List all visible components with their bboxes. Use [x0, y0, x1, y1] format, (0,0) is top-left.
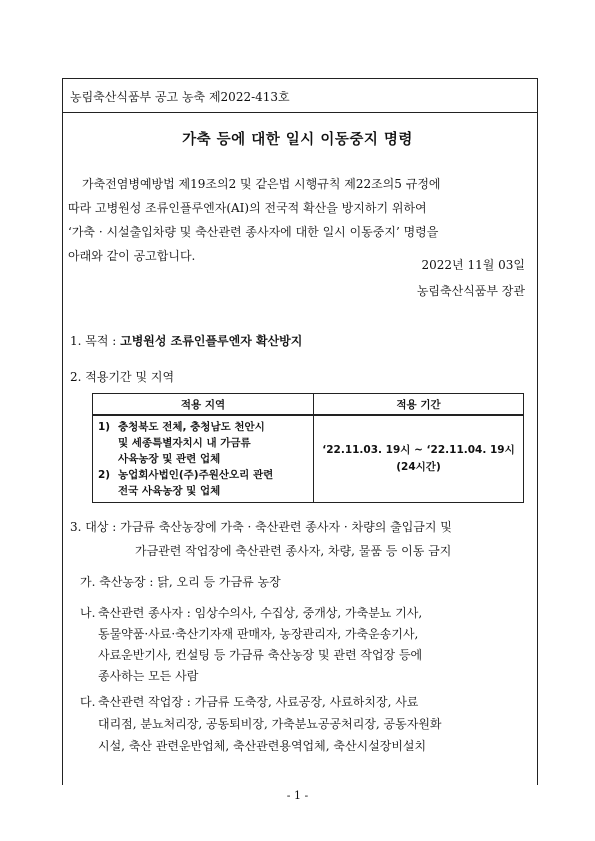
- item-line: 동물약품·사료·축산기자재 판매자, 농장관리자, 가축운송기사,: [98, 627, 419, 641]
- item-livestock-farm: 가. 축산농장 : 닭, 오리 등 가금류 농장: [80, 575, 281, 589]
- region-item-text: [118, 419, 265, 467]
- region-item-text: [118, 467, 273, 499]
- item-line: 축산관련 종사자 : 임상수의사, 수집상, 중개상, 가축분뇨 기사,: [98, 606, 423, 620]
- intro-line: 아래와 같이 공고합니다.: [68, 249, 196, 263]
- section-target-line1: 3. 대상 : 가금류 축산농장에 가축 · 축산관련 종사자 · 차량의 출입금지 및: [70, 520, 452, 534]
- signer: 농림축산식품부 장관: [416, 284, 525, 298]
- item-lead: 나.: [80, 606, 96, 620]
- notice-date: 2022년 11월 03일: [421, 258, 525, 272]
- table-row: [93, 415, 524, 503]
- table-header-period: 적용 기간: [314, 394, 524, 416]
- header-divider: [62, 112, 538, 113]
- region-line: 전국 사육농장 및 업체: [118, 485, 221, 497]
- region-item: [98, 419, 308, 467]
- item-related-workplaces: [80, 691, 528, 757]
- period-duration: (24시간): [396, 461, 441, 473]
- region-line: 충청북도 전체, 충청남도 천안시: [118, 421, 265, 433]
- period-cell: [314, 415, 524, 503]
- page-title: 가축 등에 대한 일시 이동중지 명령: [182, 131, 413, 148]
- item-line: 대리점, 분뇨처리장, 공동퇴비장, 가축분뇨공공처리장, 공동자원화: [98, 717, 442, 731]
- table-header-region: 적용 지역: [93, 394, 314, 416]
- region-item-number: 2): [98, 469, 111, 481]
- section-purpose-value: 고병원성 조류인플루엔자 확산방지: [120, 334, 303, 348]
- section-period-heading: 2. 적용기간 및 지역: [70, 370, 175, 384]
- intro-line: 가축전염병예방법 제19조의2 및 같은법 시행규칙 제22조의5 규정에: [82, 177, 441, 191]
- table-header-row: [93, 394, 524, 416]
- intro-line: ‘가축 · 시설출입차량 및 축산관련 종사자에 대한 일시 이동중지’ 명령을: [68, 225, 439, 239]
- section-purpose-label: 1. 목적 :: [70, 334, 121, 348]
- region-cell: [93, 415, 314, 503]
- region-item: [98, 467, 308, 499]
- item-related-workers: [80, 603, 528, 687]
- region-line: 농업회사법인(주)주원산오리 관련: [118, 469, 274, 481]
- item-line: 사료운반기사, 컨설팅 등 가금류 축산농장 및 관련 작업장 등에: [98, 648, 423, 662]
- region-line: 사육농장 및 관련 업체: [118, 453, 221, 465]
- item-line: 축산관련 작업장 : 가금류 도축장, 사료공장, 사료하치장, 사료: [98, 695, 419, 709]
- notice-number: 농림축산식품부 공고 농축 제2022-413호: [70, 90, 290, 104]
- region-line: 및 세종특별자치시 내 가금류: [118, 437, 251, 449]
- item-line: 종사하는 모든 사람: [98, 669, 199, 683]
- page-number: - 1 -: [286, 789, 309, 802]
- region-item-number: 1): [98, 421, 111, 433]
- section-target-line2: 가금관련 작업장에 축산관련 종사자, 차량, 물품 등 이동 금지: [135, 544, 452, 558]
- section-purpose: [70, 332, 302, 349]
- intro-paragraph: [68, 172, 528, 268]
- item-line: 시설, 축산 관련운반업체, 축산관련용역업체, 축산시설장비설치: [98, 739, 427, 753]
- intro-line: 따라 고병원성 조류인플루엔자(AI)의 전국적 확산을 방지하기 위하여: [68, 201, 427, 215]
- item-lead: 다.: [80, 695, 96, 709]
- application-table: [92, 393, 524, 503]
- period-main: ‘22.11.03. 19시 ~ ‘22.11.04. 19시: [322, 444, 515, 456]
